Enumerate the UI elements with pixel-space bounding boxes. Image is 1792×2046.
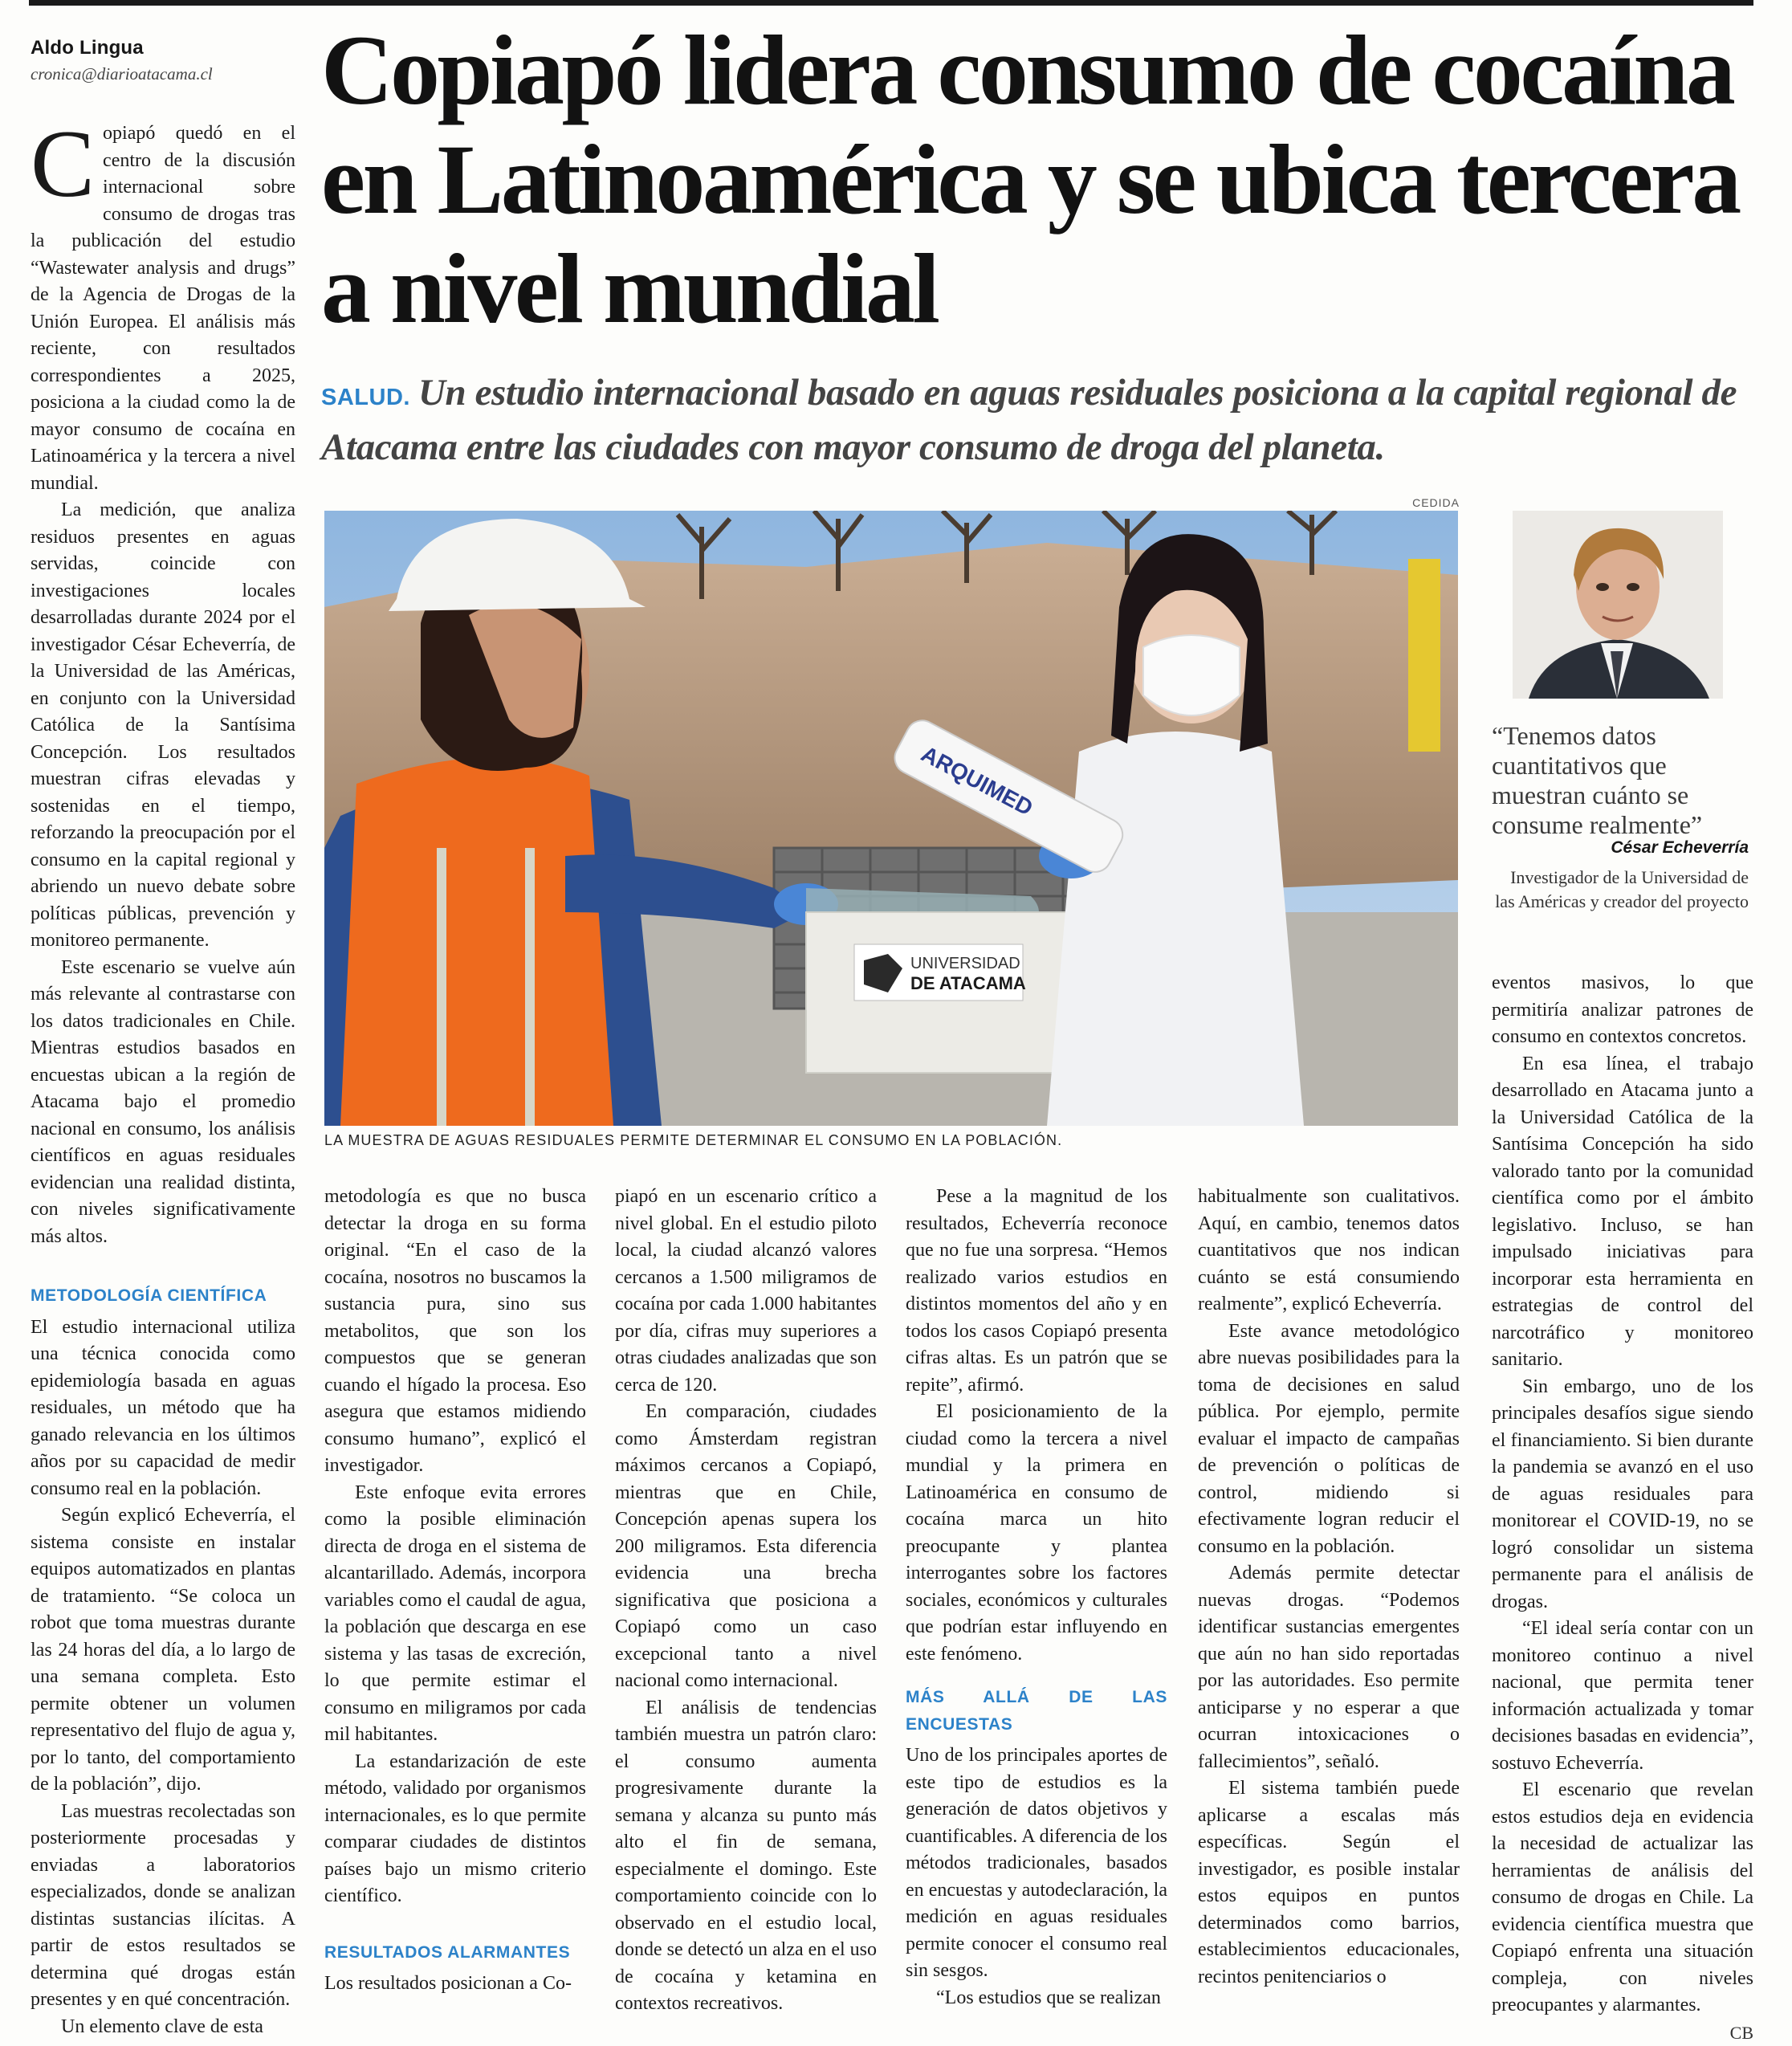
paragraph: piapó en un escenario crítico a nivel global. En el estudio piloto local, la ciudad alcanzó valores cercanos a 1.500 miligramos de cocaína por cada 1.000 habitantes por día, cifras muy superiores a otras ciudades analizadas que son cerca de 120. [615, 1184, 877, 1399]
paragraph: “Los estudios que se realizan [906, 1985, 1167, 2012]
photo-illustration [324, 511, 1458, 1126]
column-2 [324, 1184, 586, 1998]
paragraph: Este avance metodológico abre nuevas posibilidades para la toma de decisiones en salud pública. Por ejemplo, permite evaluar el impacto de campañas de prevención o políticas de control, midiendo si efectivamente logran reducir el consumo en la población. [1198, 1318, 1460, 1561]
photo-caption: LA MUESTRA DE AGUAS RESIDUALES PERMITE DETERMINAR EL CONSUMO EN LA POBLACIÓN. [324, 1132, 1464, 1149]
paragraph: En esa línea, el trabajo desarrollado en Atacama junto a la Universidad Católica de la Santísima Concepción ha sido valorado tanto por la comunidad científica como por el ámbito legislativo. Incluso, se han impulsado iniciativas para incorporar esta herramienta en estrategias de control del narcotráfico y monitoreo sanitario. [1492, 1051, 1753, 1374]
subhead-resultados: RESULTADOS ALARMANTES [324, 1939, 586, 1967]
section-tag: SALUD. [321, 385, 410, 410]
paragraph: Uno de los principales aportes de este tipo de estudios es la generación de datos objetivos y cuantificables. A diferencia de los métodos tradicionales, basados en encuestas y autodeclaración, la medición en aguas residuales permite conocer el consumo real sin sesgos. [906, 1742, 1167, 1985]
tube-text: ARQUIMED [917, 741, 1037, 821]
paragraph: El sistema también puede aplicarse a escalas más específicas. Según el investigador, es posible instalar estos equipos en puntos determinados como barrios, establecimientos educacionales, recintos penitenciarios o [1198, 1775, 1460, 1991]
paragraph: Este escenario se vuelve aún más relevante al contrastarse con los datos tradicionales en Chile. Mientras estudios basados en encuestas ubican a la región de Atacama bajo el promedio nacional en consumo, los análisis científicos en aguas residuales evidencian una realidad distinta, con niveles significativamente más altos. [31, 955, 295, 1251]
paragraph: eventos masivos, lo que permitiría analizar patrones de consumo en contextos concretos. [1492, 970, 1753, 1051]
paragraph: Las muestras recolectadas son posteriormente procesadas y enviadas a laboratorios especializados, donde se analizan distintas sustancias ilícitas. A partir de estos resultados se determina qué drogas están presentes y en qué concentración. [31, 1799, 295, 2014]
paragraph: Copiapó quedó en el centro de la discusión internacional sobre consumo de drogas tras la publicación del estudio “Wastewater analysis and drugs” de la Agencia de Drogas de la Unión Europea. El análisis más reciente, con resultados correspondientes a 2025, posiciona a la ciudad como la de mayor consumo de cocaína en Latinoamérica y la tercera a nivel mundial. [31, 120, 295, 497]
paragraph: habitualmente son cualitativos. Aquí, en cambio, tenemos datos cuantitativos que nos indican cuánto se está consumiendo realmente”, explicó Echeverría. [1198, 1184, 1460, 1318]
deck [321, 368, 1758, 472]
drop-cap: C [31, 125, 95, 202]
author-byline [31, 37, 295, 84]
paragraph: El análisis de tendencias también muestra un patrón claro: el consumo aumenta progresivamente durante la semana y alcanza su punto más alto el fin de semana, especialmente el domingo. Este comportamiento coincide con lo observado en el estudio local, donde se detectó un alza en el uso de cocaína y ketamina en contextos recreativos. [615, 1695, 877, 2018]
paragraph: “El ideal sería contar con un monitoreo continuo a nivel nacional, que permita tener información actualizada y tomar decisiones basadas en evidencia”, sostuvo Echeverría. [1492, 1616, 1753, 1777]
photo-credit: CEDIDA [1357, 496, 1460, 509]
portrait-photo [1513, 511, 1723, 699]
top-rule [29, 0, 1753, 6]
column-3 [615, 1184, 877, 2018]
portrait-illustration [1513, 511, 1723, 699]
paragraph: La medición, que analiza residuos presentes en aguas servidas, coincide con investigaciones locales desarrolladas durante 2024 por el investigador César Echeverría, de la Universidad de las Américas, en conjunto con la Universidad Católica de la Santísima Concepción. Los resultados muestran cifras elevadas y sostenidas en el tiempo, reforzando la preocupación por el consumo en la capital regional y abriendo un nuevo debate sobre políticas públicas, prevención y monitoreo permanente. [31, 497, 295, 955]
end-mark: CB [1700, 2020, 1753, 2046]
box-label-bottom: DE ATACAMA [910, 973, 1026, 993]
paragraph: Pese a la magnitud de los resultados, Echeverría reconoce que no fue una sorpresa. “Hemos realizado varios estudios en distintos momentos del año y en todos los casos Copiapó presenta cifras altas. Es un patrón que se repite”, afirmó. [906, 1184, 1167, 1399]
column-4 [906, 1184, 1167, 2011]
column-1 [31, 120, 295, 2040]
paragraph: La estandarización de este método, validado por organismos internacionales, es lo que permite comparar ciudades de distintos países bajo un mismo criterio científico. [324, 1749, 586, 1910]
paragraph: Sin embargo, uno de los principales desafíos sigue siendo el financiamiento. Si bien durante la pandemia se avanzó en el uso de aguas residuales para monitorear el COVID-19, no se logró consolidar un sistema permanente para el análisis de drogas. [1492, 1374, 1753, 1616]
paragraph: metodología es que no busca detectar la droga en su forma original. “En el caso de la cocaína, nosotros no buscamos la sustancia pura, sino sus metabolitos, que son los compuestos que se generan cuando el hígado la procesa. Eso asegura que estamos midiendo consumo humano”, explicó el investigador. [324, 1184, 586, 1480]
pullquote-role: Investigador de la Universidad de las Américas y creador del proyecto [1492, 866, 1749, 914]
paragraph: El escenario que revelan estos estudios deja en evidencia la necesidad de actualizar las herramientas de análisis del consumo de drogas en Chile. La evidencia científica muestra que Copiapó enfrenta una situación compleja, con niveles preocupantes y alarmantes. CB [1492, 1777, 1753, 2020]
author-email: cronica@diarioatacama.cl [31, 64, 295, 84]
pullquote-author: César Echeverría [1492, 838, 1749, 858]
deck-text: Un estudio internacional basado en aguas residuales posiciona a la capital regional de Atacama entre las ciudades con mayor consumo de droga del planeta. [321, 372, 1737, 468]
paragraph: El estudio internacional utiliza una técnica conocida como epidemiología basada en aguas residuales, un método que ha ganado relevancia en los últimos años por su capacidad de medir consumo real en la población. [31, 1314, 295, 1503]
paragraph: Además permite detectar nuevas drogas. “Podemos identificar sustancias emergentes que aún no han sido reportadas por las autoridades. Eso permite anticiparse y no esperar a que ocurran intoxicaciones o fallecimientos”, señaló. [1198, 1560, 1460, 1775]
paragraph: Los resultados posicionan a Co- [324, 1971, 586, 1998]
pullquote-text: “Tenemos datos cuantitativos que muestran cuánto se consume realmente” [1492, 721, 1749, 840]
cooler-box [806, 888, 1071, 1073]
author-name: Aldo Lingua [31, 37, 295, 59]
box-label-top: UNIVERSIDAD [910, 955, 1020, 972]
paragraph: Según explicó Echeverría, el sistema consiste en instalar equipos automatizados en plantas de tratamiento. “Se coloca un robot que toma muestras durante las 24 horas del día, a lo largo de una semana completa. Esto permite obtener un volumen representativo del flujo de agua y, por lo tanto, del comportamiento de la población”, dijo. [31, 1502, 295, 1799]
subhead-metodologia: METODOLOGÍA CIENTÍFICA [31, 1282, 295, 1310]
paragraph: Este enfoque evita errores como la posible eliminación directa de droga en el sistema de alcantarillado. Además, incorpora variables como el caudal de agua, la población que descarga en ese sistema y las tasas de excreción, lo que permite estimar el consumo en miligramos por cada mil habitantes. [324, 1480, 586, 1749]
column-5 [1198, 1184, 1460, 1991]
main-photo [324, 511, 1458, 1126]
paragraph: Un elemento clave de esta [31, 2014, 295, 2041]
headline: Copiapó lidera consumo de cocaína en Latinoamérica y se ubica tercera a nivel mundial [321, 16, 1766, 344]
subhead-encuestas: MÁS ALLÁ DE LAS ENCUESTAS [906, 1684, 1167, 1738]
yellow-pole [1408, 559, 1440, 752]
column-6 [1492, 970, 1753, 2046]
paragraph: En comparación, ciudades como Ámsterdam registran máximos cercanos a Copiapó, mientras que en Chile, Concepción apenas supera los 200 miligramos. Esta diferencia evidencia una brecha significativa que posiciona a Copiapó como un caso excepcional tanto a nivel nacional como internacional. [615, 1399, 877, 1695]
paragraph: El posicionamiento de la ciudad como la tercera a nivel mundial y la primera en Latinoamérica en consumo de cocaína marca un hito preocupante y plantea interrogantes sobre los factores sociales, económicos y culturales que podrían estar influyendo en este fenómeno. [906, 1399, 1167, 1668]
